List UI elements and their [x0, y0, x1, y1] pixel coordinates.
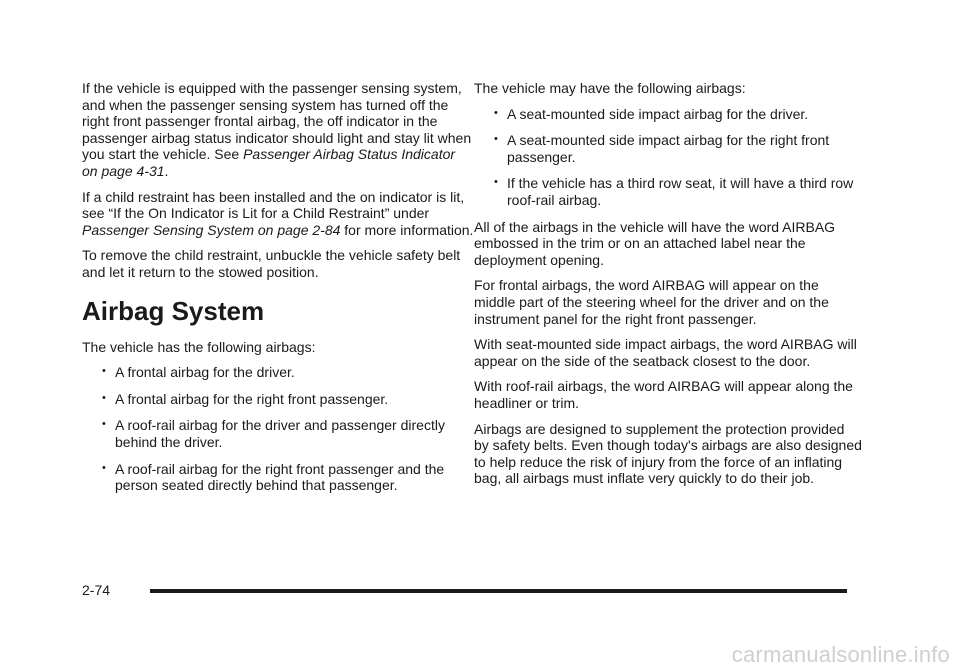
bullet-icon: •	[102, 461, 106, 474]
paragraph-text: If a child restraint has been installed and the on indicator is lit, see “If the On Indicator is Lit for a Child Restraint” under	[82, 188, 465, 222]
list-item-text: A seat-mounted side impact airbag for the right front passenger.	[507, 132, 830, 165]
list-item-text: A seat-mounted side impact airbag for the driver.	[507, 105, 809, 122]
list-item	[474, 132, 862, 165]
list-item	[82, 461, 474, 494]
optional-airbag-list	[474, 106, 862, 209]
bullet-icon: •	[102, 418, 106, 431]
paragraph-child-restraint	[82, 189, 474, 239]
paragraph-airbag-intro: The vehicle has the following airbags:	[82, 338, 316, 355]
list-item-text: A roof-rail airbag for the driver and passenger directly behind the driver.	[115, 417, 445, 450]
watermark: carmanualsonline.info	[731, 642, 950, 667]
paragraph-text: for more information.	[340, 221, 474, 238]
list-item	[474, 106, 862, 123]
paragraph-remove-restraint: To remove the child restraint, unbuckle the vehicle safety belt and let it return to the stowed position.	[82, 247, 461, 280]
list-item	[82, 417, 474, 450]
paragraph-frontal-location: For frontal airbags, the word AIRBAG will appear on the middle part of the steering wheel for the driver and on the instrument panel for the right front passenger.	[474, 277, 829, 327]
list-item	[474, 175, 862, 208]
paragraph-text: If the vehicle is equipped with the passenger sensing system, and when the passenger sensing system has turned off the right front passenger frontal airbag, the off indicator in the passenger airbag status indicator should light and stay lit when you start the vehicle. See	[82, 80, 472, 163]
bullet-icon: •	[102, 365, 106, 378]
bullet-icon: •	[494, 176, 498, 189]
list-item-text: A roof-rail airbag for the right front passenger and the person seated directly behind that passenger.	[115, 460, 445, 494]
right-column	[474, 80, 862, 496]
list-item-text: A frontal airbag for the right front passenger.	[115, 390, 389, 407]
paragraph-embossed-label: All of the airbags in the vehicle will have the word AIRBAG embossed in the trim or on an attached label near the deployment opening.	[474, 218, 836, 268]
paragraph-text: .	[164, 162, 169, 179]
airbag-list	[82, 364, 474, 494]
cross-reference: Passenger Sensing System on page 2-84	[82, 221, 341, 238]
bullet-icon: •	[494, 133, 498, 146]
bullet-icon: •	[494, 106, 498, 119]
list-item	[82, 391, 474, 408]
footer-rule	[150, 589, 847, 593]
list-item	[82, 364, 474, 381]
paragraph-side-impact-location: With seat-mounted side impact airbags, the word AIRBAG will appear on the side of the seatback closest to the door.	[474, 336, 857, 369]
list-item-text: A frontal airbag for the driver.	[115, 364, 295, 381]
paragraph-optional-airbags: The vehicle may have the following airbags:	[474, 80, 746, 96]
bullet-icon: •	[102, 391, 106, 404]
cross-reference: Passenger Airbag Status Indicator on page 4-31	[82, 146, 456, 179]
paragraph-passenger-sensing	[82, 80, 474, 180]
section-heading: Airbag System	[82, 295, 265, 326]
list-item-text: If the vehicle has a third row seat, it will have a third row roof-rail airbag.	[507, 175, 854, 208]
paragraph-airbag-purpose: Airbags are designed to supplement the protection provided by safety belts. Even though today's airbags are also designed to help reduce the risk of injury from the force of an inflating bag, all airbags must inflate very quickly to do their job.	[474, 420, 862, 487]
left-column	[82, 80, 474, 504]
paragraph-roof-rail-location: With roof-rail airbags, the word AIRBAG will appear along the headliner or trim.	[474, 378, 853, 411]
page-number: 2-74	[82, 582, 111, 598]
